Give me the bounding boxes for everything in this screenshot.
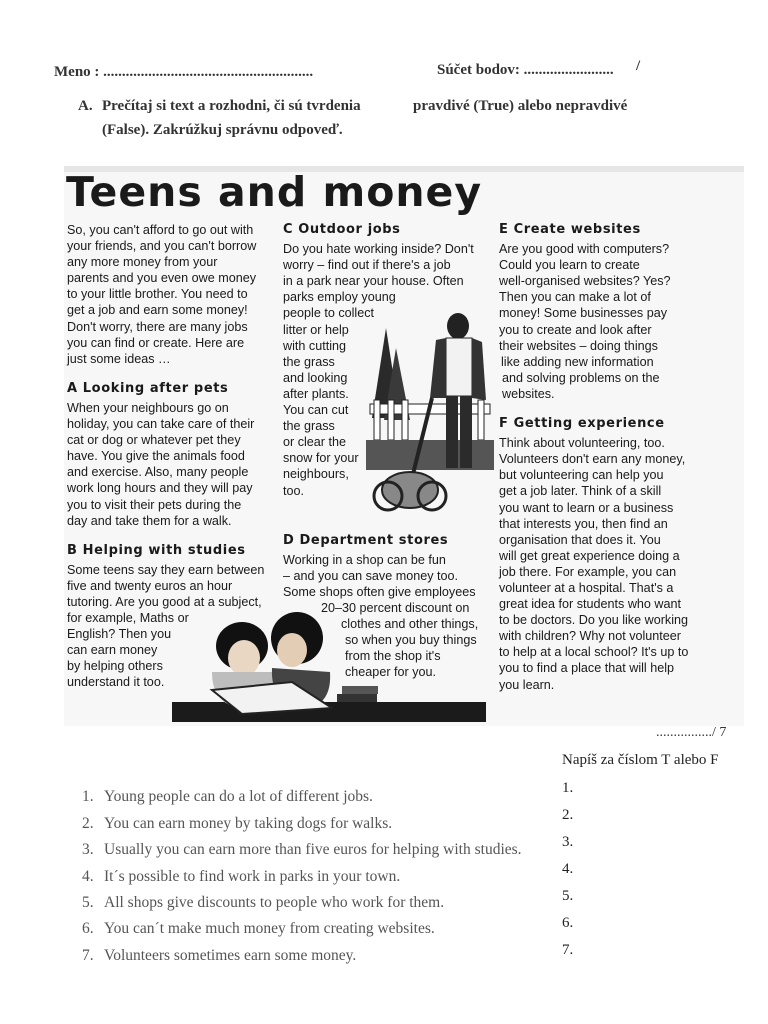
statement-text: You can earn money by taking dogs for walks. (104, 815, 393, 832)
text-line: Working in a shop can be fun (283, 552, 446, 567)
text-line: can earn money (67, 643, 158, 658)
text-line: litter or help (283, 322, 349, 337)
section-f-body (499, 435, 704, 693)
text-line: will get great experience doing a (499, 548, 680, 563)
text-line: parents and you even owe money (67, 271, 257, 286)
text-line: get a job and earn some money! (67, 303, 248, 318)
text-line: their websites – doing things (499, 338, 658, 353)
statement-number: 1. (82, 788, 94, 805)
answer-slot-7[interactable]: 7. (562, 942, 574, 958)
text-line: Some shops often give employees (283, 584, 476, 599)
text-line: parks employ young (283, 290, 396, 305)
text-line: and looking (283, 370, 348, 385)
score-field-label: Súčet bodov: ........................ (437, 62, 614, 78)
text-line: you to create and look after (499, 322, 652, 337)
text-line: So, you can't afford to go out with (67, 223, 254, 237)
section-e-heading: E Create websites (499, 222, 641, 237)
text-line: neighbours, (283, 467, 349, 482)
text-line: Don't worry, there are many jobs (67, 319, 248, 334)
text-line: and exercise. Also, many people (67, 465, 249, 480)
text-line: so when you buy things (345, 633, 477, 648)
text-line: just some ideas … (67, 351, 171, 366)
text-line: money! Some businesses pay (499, 306, 668, 321)
answer-slot-2[interactable]: 2. (562, 807, 574, 823)
statement-text: All shops give discounts to people who work for them. (104, 894, 445, 911)
text-line: cheaper for you. (345, 665, 437, 680)
section-e-body (499, 241, 704, 402)
text-line: in a park near your house. Often (283, 274, 464, 289)
section-d-heading: D Department stores (283, 532, 449, 548)
text-line: with children? Why not volunteer (499, 629, 682, 644)
statement-2 (82, 815, 392, 833)
text-line: after plants. (283, 386, 349, 401)
statement-number: 7. (82, 947, 94, 964)
text-line: that interests you, then find an (499, 516, 668, 531)
text-line: or clear the (283, 435, 346, 450)
text-line: any more money from your (67, 255, 218, 270)
statement-7 (82, 947, 356, 965)
statement-number: 3. (82, 841, 94, 858)
text-line: holiday, you can take care of their (67, 417, 255, 432)
section-b-heading: B Helping with studies (67, 542, 246, 558)
text-line: Are you good with computers? (499, 242, 670, 257)
name-field-label: Meno : ........................................................ (54, 64, 314, 80)
text-line: like adding new information (501, 354, 654, 369)
text-line: understand it too. (67, 675, 165, 690)
text-line: have. You give the animals food (67, 449, 245, 464)
text-line: – and you can save money too. (283, 568, 459, 583)
column-right (499, 222, 704, 693)
statement-4 (82, 868, 400, 886)
text-line: by helping others (67, 659, 163, 674)
text-line: When your neighbours go on (67, 400, 229, 415)
answer-slot-5[interactable]: 5. (562, 888, 574, 904)
text-line: the grass (283, 354, 335, 369)
intro-paragraph (67, 222, 277, 367)
answer-slot-4[interactable]: 4. (562, 861, 574, 877)
instruction-letter: A. (78, 98, 93, 114)
text-line: Then you can make a lot of (499, 290, 651, 305)
text-line: English? Then you (67, 627, 172, 642)
text-line: your friends, and you can't borrow (67, 239, 257, 254)
text-line: you want to learn or a business (499, 500, 674, 515)
text-line: work long hours and they will pay (67, 481, 253, 496)
text-line: Volunteers don't earn any money, (499, 452, 686, 467)
text-line: Do you hate working inside? Don't (283, 242, 474, 257)
text-line: tutoring. Are you good at a subject, (67, 594, 262, 609)
text-line: get a job later. Think of a skill (499, 484, 662, 499)
text-line: worry – find out if there's a job (283, 258, 451, 273)
text-line: volunteer at a hospital. That's a (499, 580, 674, 595)
answer-instruction: Napíš za číslom T alebo F (562, 752, 719, 768)
text-line: websites. (502, 386, 555, 401)
statement-text: Usually you can earn more than five euros for helping with studies. (104, 841, 522, 858)
article-title: Teens and money (66, 168, 483, 216)
points-field: ................/ 7 (656, 725, 727, 740)
text-line: snow for your (283, 451, 359, 466)
text-line: the grass (283, 419, 335, 434)
text-line: five and twenty euros an hour (67, 578, 233, 593)
text-line: with cutting (283, 338, 346, 353)
text-line: for example, Maths or (67, 611, 189, 626)
instruction-line1b: pravdivé (True) alebo nepravdivé (413, 98, 628, 114)
section-c-heading: C Outdoor jobs (283, 222, 401, 237)
statement-number: 6. (82, 920, 94, 937)
text-line: You can cut (283, 403, 349, 418)
text-line: to your little brother. You need to (67, 287, 248, 302)
text-line: you to visit their pets during the (67, 497, 242, 512)
section-d-body (283, 552, 489, 681)
text-line: 20–30 percent discount on (321, 600, 470, 615)
text-line: Think about volunteering, too. (499, 436, 665, 451)
text-line: people to collect (283, 306, 375, 321)
text-line: to help at a local school? It's up to (499, 645, 689, 660)
statement-text: Volunteers sometimes earn some money. (104, 947, 357, 964)
text-line: clothes and other things, (341, 617, 479, 632)
text-line: great idea for students who want (499, 597, 682, 612)
section-a-heading: A Looking after pets (67, 380, 229, 396)
text-line: well-organised websites? Yes? (499, 274, 671, 289)
text-line: to be doctors. Do you like working (499, 613, 688, 628)
statement-text: You can´t make much money from creating websites. (104, 920, 435, 937)
text-line: organisation that does it. You (499, 532, 661, 547)
text-line: you learn. (499, 677, 555, 692)
text-line: but volunteering can help you (499, 468, 664, 483)
lawnmower-illustration (366, 308, 494, 514)
section-f-heading: F Getting experience (499, 416, 665, 432)
text-line: too. (283, 483, 305, 498)
answer-slot-1[interactable]: 1. (562, 780, 574, 796)
score-slash: / (636, 58, 641, 74)
statement-number: 5. (82, 894, 94, 911)
statement-text: It´s possible to find work in parks in your town. (104, 868, 401, 885)
answer-slot-6[interactable]: 6. (562, 915, 574, 931)
text-line: Some teens say they earn between (67, 562, 265, 577)
text-line: job there. For example, you can (499, 564, 677, 579)
text-line: you can find or create. Here are (67, 335, 245, 350)
text-line: from the shop it's (345, 649, 441, 664)
statement-3 (82, 841, 522, 859)
text-line: and solving problems on the (502, 370, 660, 385)
text-line: Could you learn to create (499, 258, 640, 273)
instruction-line2: (False). Zakrúžkuj správnu odpoveď. (102, 122, 343, 138)
answer-slot-3[interactable]: 3. (562, 834, 574, 850)
text-line: day and take them for a walk. (67, 513, 232, 528)
instruction-line1a: Prečítaj si text a rozhodni, či sú tvrdenia (102, 98, 361, 114)
statement-1 (82, 788, 373, 806)
statement-5 (82, 894, 444, 912)
statement-6 (82, 920, 435, 938)
text-line: cat or dog or whatever pet they (67, 433, 241, 448)
section-a-body (67, 400, 277, 529)
statement-number: 4. (82, 868, 94, 885)
statement-number: 2. (82, 815, 94, 832)
statement-text: Young people can do a lot of different jobs. (104, 788, 373, 805)
text-line: you to find a place that will help (499, 661, 675, 676)
